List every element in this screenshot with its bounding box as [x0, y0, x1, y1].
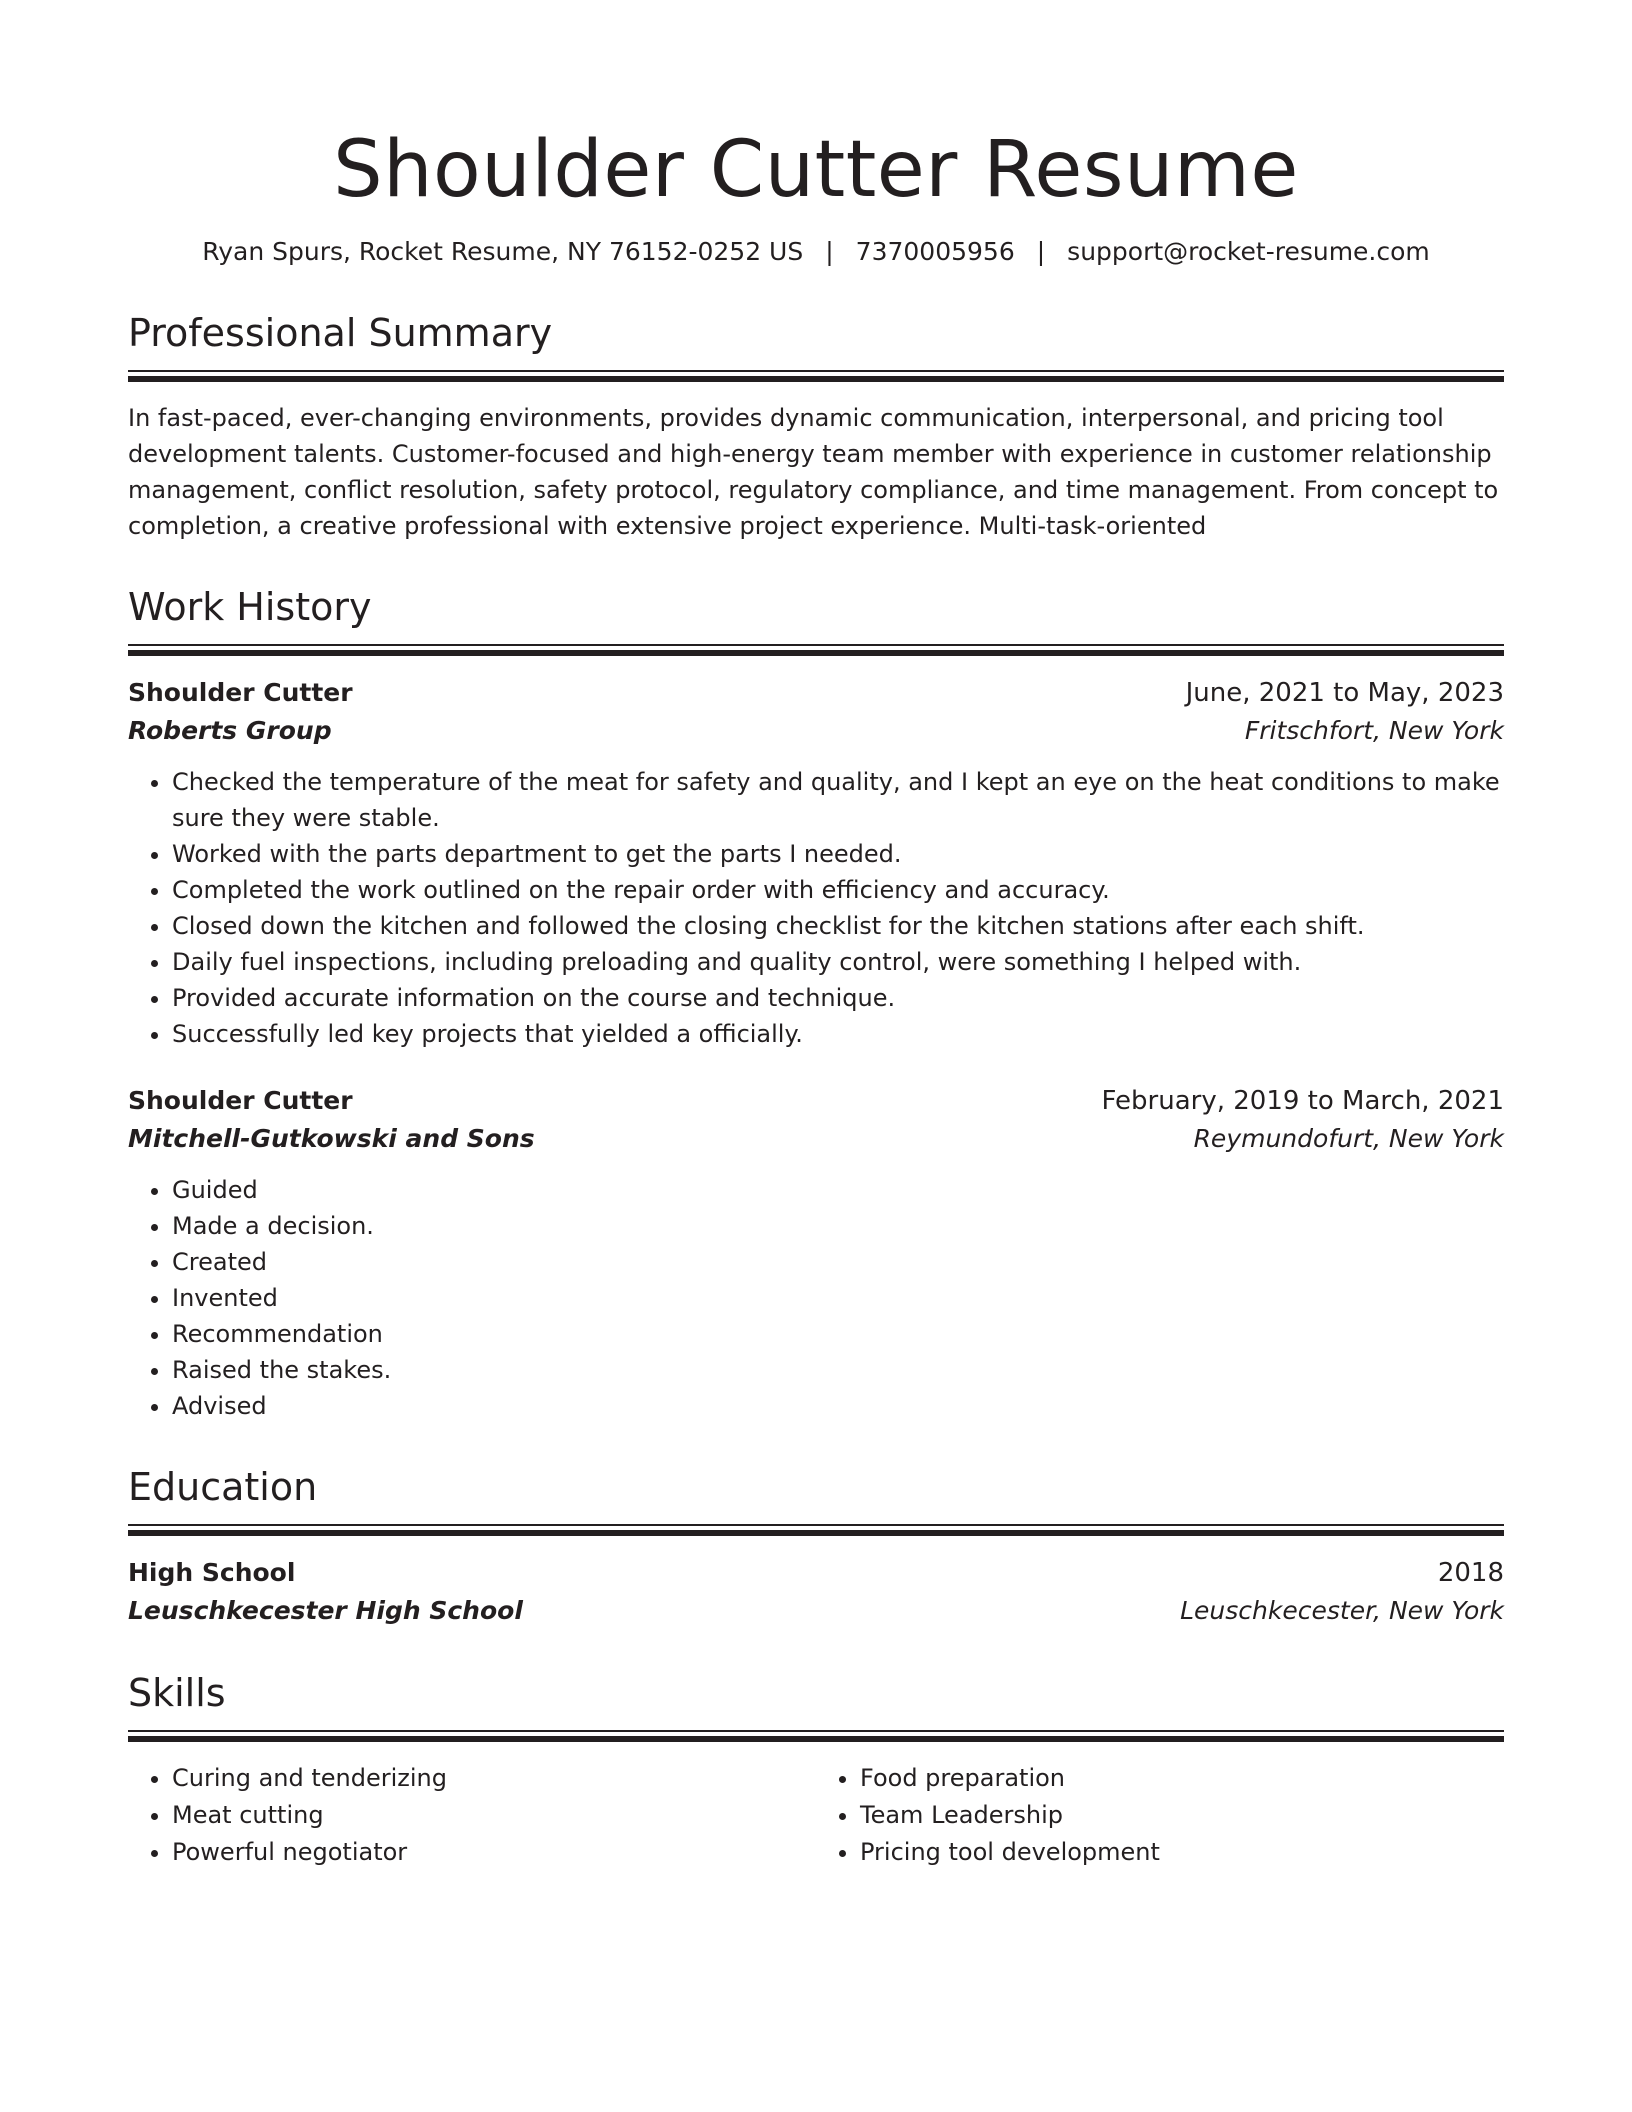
contact-separator: |	[825, 237, 834, 266]
skill-item: • Powerful negotiator	[172, 1834, 816, 1871]
job-company: Roberts Group	[128, 716, 332, 745]
resume-title: Shoulder Cutter Resume	[333, 125, 1299, 215]
job-location: Reymundofurt, New York	[1193, 1124, 1504, 1153]
job-entry	[128, 1082, 1504, 1424]
resume-content	[128, 120, 1504, 1871]
skill-item: • Food preparation	[860, 1760, 1504, 1797]
education-degree: High School	[128, 1558, 296, 1587]
job-company: Mitchell-Gutkowski and Sons	[128, 1124, 535, 1153]
section-heading: Professional Summary	[128, 311, 553, 355]
job-bullets	[128, 764, 1504, 1052]
section-divider	[128, 1524, 1504, 1536]
job-entry	[128, 674, 1504, 1052]
skill-item: • Pricing tool development	[860, 1834, 1504, 1871]
section-heading: Skills	[128, 1671, 226, 1715]
skills-section	[128, 1668, 1504, 1871]
summary-text: In fast-paced, ever-changing environments, provides dynamic communication, interpersonal, and pricing tool development talents. Customer-focused and high-energy team member with experience in customer relationship management, conflict resolution, safety protocol, regulatory compliance, and time management. From concept to completion, a creative professional with extensive project experience. Multi-task-oriented	[128, 404, 1499, 540]
bullet-item: • Guided	[172, 1172, 1504, 1208]
job-role: Shoulder Cutter	[128, 678, 353, 707]
bullet-item: • Daily fuel inspections, including preloading and quality control, were something I helped with.	[172, 944, 1504, 980]
job-subheader-row	[128, 1120, 1504, 1158]
bullet-item: • Invented	[172, 1280, 1504, 1316]
bullet-item: • Provided accurate information on the course and technique.	[172, 980, 1504, 1016]
bullet-item: • Created	[172, 1244, 1504, 1280]
contact-separator: |	[1036, 237, 1046, 266]
section-divider	[128, 1730, 1504, 1742]
section-divider	[128, 644, 1504, 656]
education-school: Leuschkecester High School	[128, 1596, 523, 1625]
professional-summary-section	[128, 308, 1504, 544]
bullet-item: • Recommendation	[172, 1316, 1504, 1352]
bullet-item: • Successfully led key projects that yielded a officially.	[172, 1016, 1504, 1052]
education-location: Leuschkecester, New York	[1180, 1596, 1504, 1625]
job-header-row	[128, 674, 1504, 712]
bullet-item: • Checked the temperature of the meat for safety and quality, and I kept an eye on the heat conditions to make sure they were stable.	[172, 764, 1504, 836]
job-header-row	[128, 1082, 1504, 1120]
job-subheader-row	[128, 712, 1504, 750]
education-subheader-row	[128, 1592, 1504, 1630]
job-dates: June, 2021 to May, 2023	[1185, 678, 1504, 708]
bullet-item: • Advised	[172, 1388, 1504, 1424]
skills-right-column	[816, 1760, 1504, 1871]
section-divider	[128, 370, 1504, 382]
contact-email: support@rocket-resume.com	[1067, 237, 1430, 266]
job-location: Fritschfort, New York	[1244, 716, 1504, 745]
education-entry	[128, 1554, 1504, 1630]
bullet-item: • Raised the stakes.	[172, 1352, 1504, 1388]
job-role: Shoulder Cutter	[128, 1086, 353, 1115]
section-heading: Education	[128, 1465, 318, 1509]
education-section	[128, 1462, 1504, 1630]
contact-address: Ryan Spurs, Rocket Resume, NY 76152-0252 US	[202, 237, 804, 266]
bullet-item: • Made a decision.	[172, 1208, 1504, 1244]
bullet-item: • Completed the work outlined on the repair order with efficiency and accuracy.	[172, 872, 1504, 908]
skills-left-column	[128, 1760, 816, 1871]
bullet-item: • Closed down the kitchen and followed the closing checklist for the kitchen stations after each shift.	[172, 908, 1504, 944]
education-year: 2018	[1437, 1558, 1504, 1588]
bullet-item: • Worked with the parts department to get the parts I needed.	[172, 836, 1504, 872]
skills-columns	[128, 1760, 1504, 1871]
work-history-section	[128, 582, 1504, 1424]
education-header-row	[128, 1554, 1504, 1592]
job-bullets	[128, 1172, 1504, 1424]
skill-item: • Curing and tenderizing	[172, 1760, 816, 1797]
skill-item: • Meat cutting	[172, 1797, 816, 1834]
contact-line	[128, 234, 1504, 270]
job-dates: February, 2019 to March, 2021	[1101, 1086, 1504, 1116]
section-heading: Work History	[128, 585, 372, 629]
skill-item: • Team Leadership	[860, 1797, 1504, 1834]
contact-phone: 7370005956	[855, 237, 1015, 266]
